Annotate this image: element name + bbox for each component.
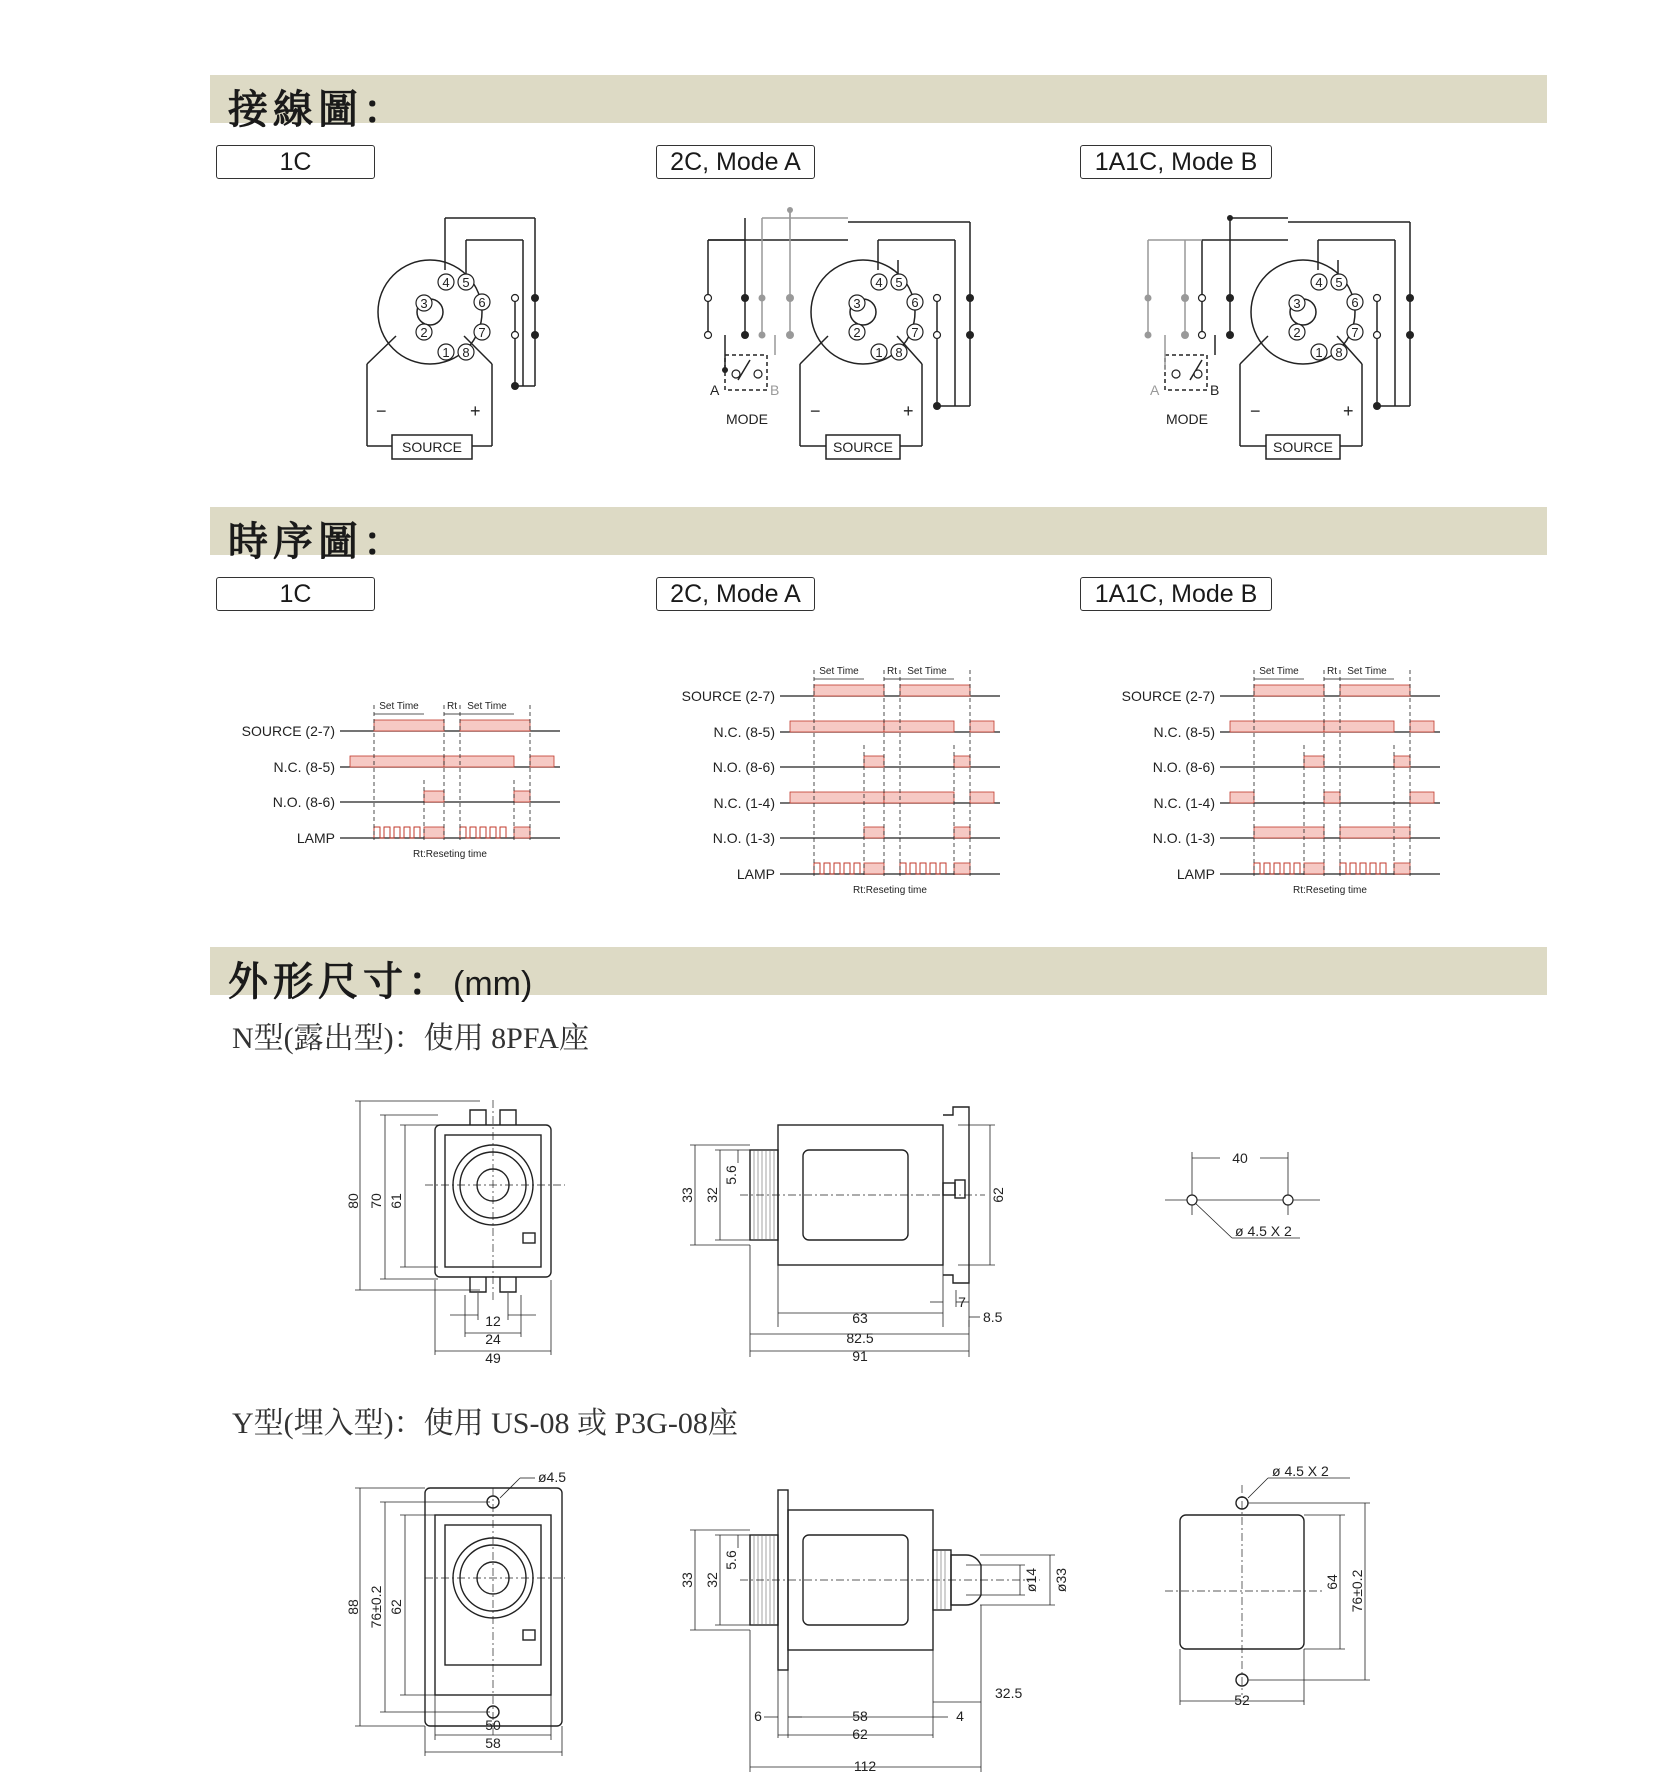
pin-2-label: 2 <box>853 325 861 340</box>
dim-82-5: 82.5 <box>846 1330 874 1346</box>
timing-diagram-1c <box>230 680 570 870</box>
source-label: SOURCE <box>1273 439 1333 455</box>
wiring-section-title: 接線圖： <box>228 86 408 133</box>
pin-6-label: 6 <box>1351 295 1359 310</box>
row-nc-label: N.C. (8-5) <box>273 759 335 775</box>
dim-phi33: ø33 <box>1053 1567 1069 1593</box>
dim-5-6: 5.6 <box>723 1550 739 1570</box>
timing-diagram-2c-mode-a <box>670 645 1010 905</box>
rt-label: Rt <box>1327 666 1337 677</box>
row-nc-14-label: N.C. (1-4) <box>1153 795 1215 811</box>
reset-note: Rt:Reseting time <box>1293 885 1367 896</box>
rt-label: Rt <box>447 701 457 712</box>
dim-62: 62 <box>388 1599 404 1615</box>
set-time-label-2: Set Time <box>467 701 507 712</box>
reset-note: Rt:Reseting time <box>413 849 487 860</box>
row-nc-85-label: N.C. (8-5) <box>713 724 775 740</box>
dimension-section-bar <box>210 947 1547 1005</box>
tag-1a1c-mode-b-wiring: 1A1C, Mode B <box>1080 145 1272 179</box>
mode-a-label: A <box>710 382 720 398</box>
dim-91: 91 <box>852 1348 868 1364</box>
n-type-heading: N型(露出型)：使用 8PFA座 <box>232 1022 589 1055</box>
set-time-label-1: Set Time <box>819 666 859 677</box>
row-lamp-label: LAMP <box>1176 866 1215 882</box>
set-time-label-2: Set Time <box>907 666 947 677</box>
row-nc-85-label: N.C. (8-5) <box>1153 724 1215 740</box>
dim-33: 33 <box>679 1187 695 1203</box>
pin-1-label: 1 <box>442 345 450 360</box>
dim-76: 76±0.2 <box>1349 1569 1365 1613</box>
mode-b-label: B <box>1210 382 1220 398</box>
timing-section-bar <box>210 507 1547 565</box>
pin-5-label: 5 <box>895 275 903 290</box>
pin-4-label: 4 <box>1315 275 1323 290</box>
pin-5-label: 5 <box>1335 275 1343 290</box>
tag-2c-mode-a-wiring: 2C, Mode A <box>656 145 815 179</box>
source-label: SOURCE <box>402 439 462 455</box>
pin-2-label: 2 <box>420 325 428 340</box>
dim-32: 32 <box>704 1187 720 1203</box>
y-type-panel-cutout <box>1160 1465 1400 1725</box>
pin-5-label: 5 <box>462 275 470 290</box>
dim-112: 112 <box>853 1758 877 1774</box>
pin-8-label: 8 <box>1335 345 1343 360</box>
hole-spec: ø 4.5 X 2 <box>1272 1463 1329 1479</box>
row-no-86-label: N.O. (8-6) <box>1152 759 1215 775</box>
dim-88: 88 <box>345 1599 361 1615</box>
row-lamp-label: LAMP <box>736 866 775 882</box>
pin-2-label: 2 <box>1293 325 1301 340</box>
mode-label: MODE <box>1166 411 1208 427</box>
pin-1-label: 1 <box>1315 345 1323 360</box>
wiring-diagram-2c-mode-a <box>700 210 1000 460</box>
row-source-label: SOURCE (2-7) <box>1121 688 1215 704</box>
dim-70: 70 <box>368 1193 384 1209</box>
n-type-side-view <box>680 1095 1010 1365</box>
dim-63: 63 <box>852 1310 868 1326</box>
dim-6: 6 <box>754 1708 762 1724</box>
dim-62: 62 <box>852 1726 868 1742</box>
set-time-label-2: Set Time <box>1347 666 1387 677</box>
dim-49: 49 <box>485 1350 501 1366</box>
source-plus: + <box>1343 401 1354 421</box>
set-time-label-1: Set Time <box>379 701 419 712</box>
dim-4: 4 <box>956 1708 964 1724</box>
source-minus: − <box>810 401 821 421</box>
dim-33: 33 <box>679 1572 695 1588</box>
dim-58: 58 <box>485 1735 501 1751</box>
dim-12: 12 <box>485 1313 501 1329</box>
timing-section-title: 時序圖： <box>228 518 408 565</box>
source-plus: + <box>470 401 481 421</box>
dim-76: 76±0.2 <box>368 1585 384 1629</box>
n-type-front-view <box>345 1095 570 1366</box>
hole-spec: ø 4.5 X 2 <box>1235 1223 1292 1239</box>
reset-note: Rt:Reseting time <box>853 885 927 896</box>
dim-7: 7 <box>958 1294 966 1310</box>
dimension-section-title: 外形尺寸：(mm) <box>228 958 533 1005</box>
dim-50: 50 <box>485 1717 501 1733</box>
source-label: SOURCE <box>833 439 893 455</box>
pin-7-label: 7 <box>478 325 486 340</box>
wiring-diagram-1c <box>360 210 560 460</box>
pin-6-label: 6 <box>911 295 919 310</box>
tag-1c-timing: 1C <box>216 577 375 611</box>
mode-label: MODE <box>726 411 768 427</box>
dim-40: 40 <box>1232 1150 1248 1166</box>
dim-64: 64 <box>1324 1574 1340 1590</box>
source-minus: − <box>376 401 387 421</box>
pin-8-label: 8 <box>895 345 903 360</box>
dim-80: 80 <box>345 1193 361 1209</box>
row-no-13-label: N.O. (1-3) <box>1152 830 1215 846</box>
n-type-mounting-holes <box>1160 1140 1330 1250</box>
source-plus: + <box>903 401 914 421</box>
dim-32-5: 32.5 <box>995 1685 1023 1701</box>
dim-32: 32 <box>704 1572 720 1588</box>
dim-phi14: ø14 <box>1023 1567 1039 1593</box>
pin-3-label: 3 <box>853 296 861 311</box>
dim-62: 62 <box>990 1187 1006 1203</box>
pin-7-label: 7 <box>1351 325 1359 340</box>
pin-4-label: 4 <box>875 275 883 290</box>
tag-1a1c-mode-b-timing: 1A1C, Mode B <box>1080 577 1272 611</box>
pin-3-label: 3 <box>420 296 428 311</box>
y-type-front-view <box>345 1460 580 1760</box>
timing-diagram-1a1c-mode-b <box>1110 645 1450 905</box>
row-nc-14-label: N.C. (1-4) <box>713 795 775 811</box>
pin-4-label: 4 <box>442 275 450 290</box>
pin-3-label: 3 <box>1293 296 1301 311</box>
hole-dim: ø4.5 <box>538 1469 567 1485</box>
dim-52: 52 <box>1234 1692 1250 1708</box>
row-no-13-label: N.O. (1-3) <box>712 830 775 846</box>
wiring-section-bar <box>210 75 1547 133</box>
row-no-label: N.O. (8-6) <box>272 794 335 810</box>
source-minus: − <box>1250 401 1261 421</box>
pin-6-label: 6 <box>478 295 486 310</box>
dim-5-6: 5.6 <box>723 1165 739 1185</box>
mode-a-label: A <box>1150 382 1160 398</box>
row-no-86-label: N.O. (8-6) <box>712 759 775 775</box>
dim-24: 24 <box>485 1331 501 1347</box>
mode-b-label: B <box>770 382 780 398</box>
row-lamp-label: LAMP <box>296 830 335 846</box>
wiring-diagram-1a1c-mode-b <box>1140 210 1440 460</box>
dim-58: 58 <box>852 1708 868 1724</box>
pin-1-label: 1 <box>875 345 883 360</box>
rt-label: Rt <box>887 666 897 677</box>
y-type-side-view <box>680 1480 1080 1775</box>
y-type-heading: Y型(埋入型)：使用 US-08 或 P3G-08座 <box>232 1407 738 1440</box>
set-time-label-1: Set Time <box>1259 666 1299 677</box>
pin-8-label: 8 <box>462 345 470 360</box>
row-source-label: SOURCE (2-7) <box>681 688 775 704</box>
tag-2c-mode-a-timing: 2C, Mode A <box>656 577 815 611</box>
tag-1c-wiring: 1C <box>216 145 375 179</box>
dim-8-5: 8.5 <box>983 1309 1003 1325</box>
row-source-label: SOURCE (2-7) <box>241 723 335 739</box>
pin-7-label: 7 <box>911 325 919 340</box>
dim-61: 61 <box>388 1193 404 1209</box>
